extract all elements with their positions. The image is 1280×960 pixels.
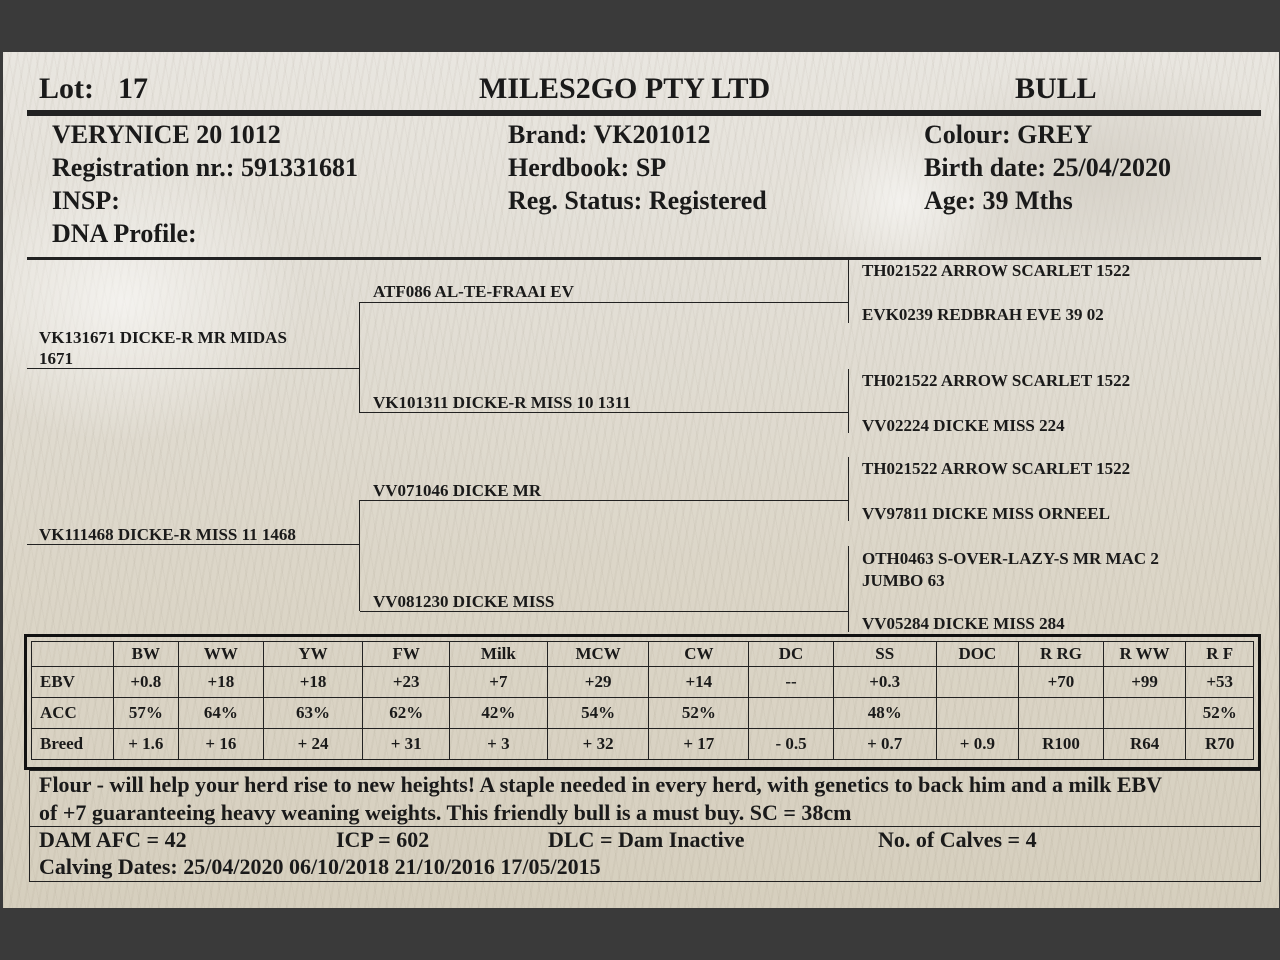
ebv-cell: +14	[649, 667, 749, 698]
age: Age: 39 Mths	[924, 186, 1073, 215]
lot-label: Lot:	[39, 72, 94, 105]
ebv-header-row	[32, 642, 1254, 667]
ebv-col-header: SS	[833, 642, 936, 667]
ebv-cell	[936, 698, 1019, 729]
great-grandparent-1: TH021522 ARROW SCARLET 1522	[862, 261, 1131, 280]
birth-date: Birth date: 25/04/2020	[924, 153, 1171, 182]
ebv-cell: - 0.5	[749, 729, 834, 760]
ebv-cell: + 1.6	[113, 729, 178, 760]
herdbook: Herdbook: SP	[508, 153, 667, 182]
comment-line-2: of +7 guaranteeing heavy weaning weights. This friendly bull is a must buy. SC = 38cm	[39, 800, 852, 825]
great-grandparent-6: VV97811 DICKE MISS ORNEEL	[862, 504, 1110, 523]
ebv-cell: + 24	[263, 729, 363, 760]
lot-card	[3, 52, 1279, 908]
number-of-calves: No. of Calves = 4	[878, 827, 1037, 852]
colour: Colour: GREY	[924, 120, 1093, 149]
ebv-col-header: Milk	[450, 642, 548, 667]
ebv-cell	[1019, 698, 1104, 729]
ebv-cell: 63%	[263, 698, 363, 729]
ebv-cell: 52%	[1186, 698, 1254, 729]
ebv-col-header: FW	[363, 642, 450, 667]
ebv-cell: R100	[1019, 729, 1104, 760]
ebv-cell: +70	[1019, 667, 1104, 698]
ebv-cell: 42%	[450, 698, 548, 729]
gg-bracket-2	[848, 369, 849, 433]
ebv-row-label: ACC	[32, 698, 114, 729]
dam-sire-line	[360, 500, 849, 501]
sire-dam-line	[360, 412, 849, 413]
ebv-cell: + 32	[547, 729, 649, 760]
ebv-cell	[936, 667, 1019, 698]
great-grandparent-2: EVK0239 REDBRAH EVE 39 02	[862, 305, 1104, 324]
ebv-cell: +18	[179, 667, 264, 698]
gg-bracket-3	[848, 457, 849, 521]
info-rule	[27, 257, 1261, 260]
sire-sire: ATF086 AL-TE-FRAAI EV	[373, 282, 574, 301]
ebv-cell: +53	[1186, 667, 1254, 698]
comment-line-1: Flour - will help your herd rise to new heights! A staple needed in every herd, with genetics to back him and a milk EBV	[39, 772, 1163, 797]
ebv-cell: 48%	[833, 698, 936, 729]
ebv-col-header: CW	[649, 642, 749, 667]
ebv-col-header: DOC	[936, 642, 1019, 667]
ebv-cell	[1103, 698, 1186, 729]
dam: VK111468 DICKE-R MISS 11 1468	[39, 525, 296, 544]
ebv-cell: + 0.9	[936, 729, 1019, 760]
dlc: DLC = Dam Inactive	[548, 827, 745, 852]
sire-dam: VK101311 DICKE-R MISS 10 1311	[373, 393, 631, 412]
dam-dam: VV081230 DICKE MISS	[373, 592, 555, 611]
ebv-row-label: EBV	[32, 667, 114, 698]
registration-status: Reg. Status: Registered	[508, 186, 767, 215]
ebv-row-breed	[32, 729, 1254, 760]
ebv-cell: + 16	[179, 729, 264, 760]
sire-line	[27, 368, 360, 369]
ebv-cell: 57%	[113, 698, 178, 729]
great-grandparent-5: TH021522 ARROW SCARLET 1522	[862, 459, 1131, 478]
ebv-row-label: Breed	[32, 729, 114, 760]
ebv-row-acc	[32, 698, 1254, 729]
great-grandparent-4: VV02224 DICKE MISS 224	[862, 416, 1065, 435]
ebv-cell: + 0.7	[833, 729, 936, 760]
ebv-cell: +0.3	[833, 667, 936, 698]
dam-bracket	[359, 500, 360, 611]
dna-profile-label: DNA Profile:	[52, 219, 197, 248]
ebv-col-header: WW	[179, 642, 264, 667]
seller-name: MILES2GO PTY LTD	[479, 72, 771, 105]
ebv-cell: --	[749, 667, 834, 698]
ebv-cell: 52%	[649, 698, 749, 729]
great-grandparent-7: OTH0463 S-OVER-LAZY-S MR MAC 2 JUMBO 63	[862, 549, 1159, 590]
ebv-col-header	[32, 642, 114, 667]
ebv-row-ebv	[32, 667, 1254, 698]
ebv-cell: +23	[363, 667, 450, 698]
gg-bracket-4	[848, 546, 849, 632]
ebv-cell: 64%	[179, 698, 264, 729]
ebv-col-header: MCW	[547, 642, 649, 667]
insp-label: INSP:	[52, 186, 120, 215]
ebv-cell: 54%	[547, 698, 649, 729]
dam-dam-line	[360, 611, 849, 612]
ebv-cell: + 31	[363, 729, 450, 760]
dam-line	[27, 544, 360, 545]
registration-number: Registration nr.: 591331681	[52, 153, 358, 182]
lot-number: 17	[118, 72, 148, 105]
ebv-cell: +18	[263, 667, 363, 698]
great-grandparent-3: TH021522 ARROW SCARLET 1522	[862, 371, 1131, 390]
ebv-cell: +7	[450, 667, 548, 698]
ebv-cell: + 17	[649, 729, 749, 760]
gg-bracket-1	[848, 259, 849, 323]
ebv-cell: +29	[547, 667, 649, 698]
sire: VK131671 DICKE-R MR MIDAS 1671	[39, 328, 287, 368]
great-grandparent-8: VV05284 DICKE MISS 284	[862, 614, 1065, 633]
header-rule	[27, 110, 1261, 116]
ebv-cell: R70	[1186, 729, 1254, 760]
dam-sire: VV071046 DICKE MR	[373, 481, 542, 500]
ebv-table	[31, 641, 1254, 760]
sire-sire-line	[360, 302, 849, 303]
animal-sex: BULL	[1015, 72, 1097, 105]
dam-afc: DAM AFC = 42	[39, 827, 187, 852]
ebv-cell: + 3	[450, 729, 548, 760]
sire-bracket	[359, 302, 360, 413]
ebv-cell: +99	[1103, 667, 1186, 698]
ebv-cell: R64	[1103, 729, 1186, 760]
animal-name: VERYNICE 20 1012	[52, 120, 281, 149]
ebv-cell: 62%	[363, 698, 450, 729]
ebv-cell	[749, 698, 834, 729]
icp: ICP = 602	[336, 827, 430, 852]
brand: Brand: VK201012	[508, 120, 711, 149]
ebv-col-header: R F	[1186, 642, 1254, 667]
ebv-cell: +0.8	[113, 667, 178, 698]
ebv-col-header: YW	[263, 642, 363, 667]
ebv-col-header: R RG	[1019, 642, 1104, 667]
ebv-col-header: BW	[113, 642, 178, 667]
calving-dates: Calving Dates: 25/04/2020 06/10/2018 21/10/2016 17/05/2015	[39, 854, 601, 879]
ebv-col-header: R WW	[1103, 642, 1186, 667]
ebv-col-header: DC	[749, 642, 834, 667]
